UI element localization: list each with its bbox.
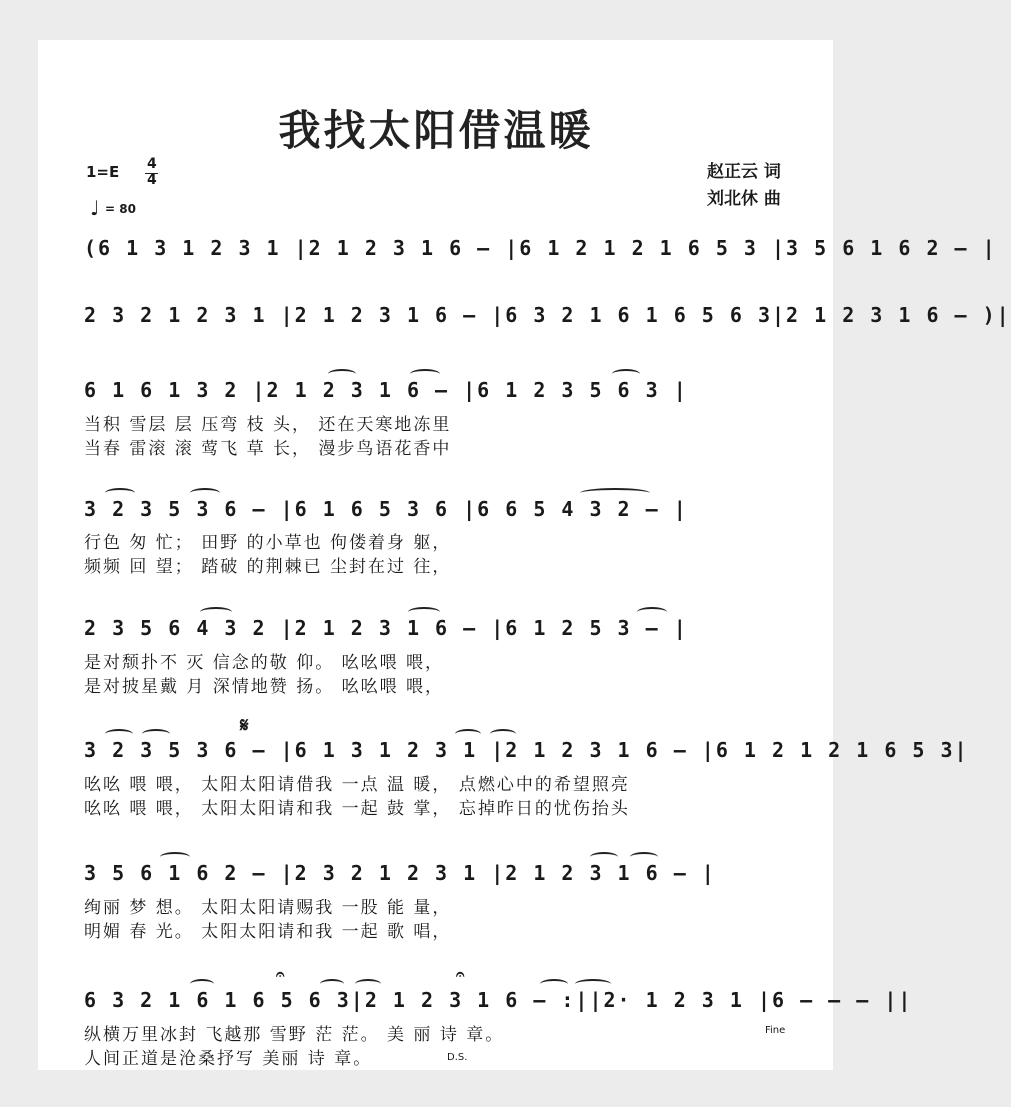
lyric-verse-2: 当春 雷滚 滚 莺飞 草 长， 漫步鸟语花香中 [84, 439, 452, 459]
music-line: 3 5 6 1 6 2 – |2 3 2 1 2 3 1 |2 1 2 3 1 6 – | [84, 861, 716, 885]
slur [490, 729, 516, 739]
segno-icon: 𝄋 [240, 713, 249, 737]
slur [190, 979, 214, 989]
slur [408, 607, 440, 617]
music-line: 2 3 2 1 2 3 1 |2 1 2 3 1 6 – |6 3 2 1 6 1 6 5 6 3|2 1 2 3 1 6 – )| [84, 303, 1011, 327]
music-line: 3 2 3 5 3 6 – |6 1 3 1 2 3 1 |2 1 2 3 1 6 – |6 1 2 1 2 1 6 5 3| [84, 738, 969, 762]
fine-marking: Fine [765, 1025, 786, 1036]
slur [540, 979, 568, 989]
time-signature-top: 4 [147, 156, 157, 172]
lyric-verse-1: 吆吆 喂 喂， 太阳太阳请借我 一点 温 暖， 点燃心中的希望照亮 [84, 775, 630, 795]
lyric-verse-2: 人间正道是沧桑抒写 美丽 诗 章。 [84, 1049, 373, 1069]
lyric-verse-2: 明媚 春 光。 太阳太阳请和我 一起 歌 唱， [84, 922, 452, 942]
composer-credit: 刘北休 曲 [707, 189, 781, 209]
lyric-verse-2: 吆吆 喂 喂， 太阳太阳请和我 一起 鼓 掌， 忘掉昨日的忧伤抬头 [84, 799, 630, 819]
lyric-verse-1: 纵横万里冰封 飞越那 雪野 茫 茫。 美 丽 诗 章。 [84, 1025, 505, 1045]
fermata-icon: 𝄐 [276, 965, 285, 983]
slur [410, 369, 440, 379]
time-signature-bottom: 4 [147, 172, 157, 188]
lyricist-credit: 赵正云 词 [707, 162, 781, 182]
slur [590, 852, 618, 862]
slur [630, 852, 658, 862]
lyric-verse-1: 是对颓扑不 灭 信念的敬 仰。 吆吆喂 喂， [84, 653, 445, 673]
key-signature: 1=E [86, 163, 120, 181]
slur [200, 607, 232, 617]
slur [142, 729, 170, 739]
music-line: 2 3 5 6 4 3 2 |2 1 2 3 1 6 – |6 1 2 5 3 – | [84, 616, 688, 640]
slur [105, 729, 133, 739]
slur [355, 979, 381, 989]
lyric-verse-2: 频频 回 望； 踏破 的荆棘已 尘封在过 往， [84, 557, 452, 577]
tempo-marking: = 80 [105, 202, 136, 216]
slur [575, 979, 611, 989]
slur [320, 979, 344, 989]
slur [190, 488, 220, 498]
music-line: 6 3 2 1 6 1 6 5 6 3|2 1 2 3 1 6 – :||2· 1 2 3 1 |6 – – – || [84, 988, 913, 1012]
slur [637, 607, 667, 617]
song-title: 我找太阳借温暖 [278, 106, 594, 155]
slur [455, 729, 481, 739]
lyric-verse-1: 行色 匆 忙； 田野 的小草也 佝偻着身 躯， [84, 533, 452, 553]
slur [580, 488, 650, 498]
lyric-verse-1: 当积 雪层 层 压弯 枝 头， 还在天寒地冻里 [84, 415, 452, 435]
lyric-verse-1: 绚丽 梦 想。 太阳太阳请赐我 一股 能 量， [84, 898, 452, 918]
fermata-icon: 𝄐 [456, 965, 465, 983]
slur [160, 852, 190, 862]
lyric-verse-2: 是对披星戴 月 深情地赞 扬。 吆吆喂 喂， [84, 677, 445, 697]
ds-marking: D.S. [447, 1052, 468, 1063]
slur [105, 488, 135, 498]
slur [328, 369, 356, 379]
music-line: 3 2 3 5 3 6 – |6 1 6 5 3 6 |6 6 5 4 3 2 – | [84, 497, 688, 521]
music-line: (6 1 3 1 2 3 1 |2 1 2 3 1 6 – |6 1 2 1 2 1 6 5 3 |3 5 6 1 6 2 – | [84, 236, 997, 260]
slur [612, 369, 640, 379]
quarter-note-icon: ♩ [90, 196, 100, 220]
music-line: 6 1 6 1 3 2 |2 1 2 3 1 6 – |6 1 2 3 5 6 3 | [84, 378, 688, 402]
